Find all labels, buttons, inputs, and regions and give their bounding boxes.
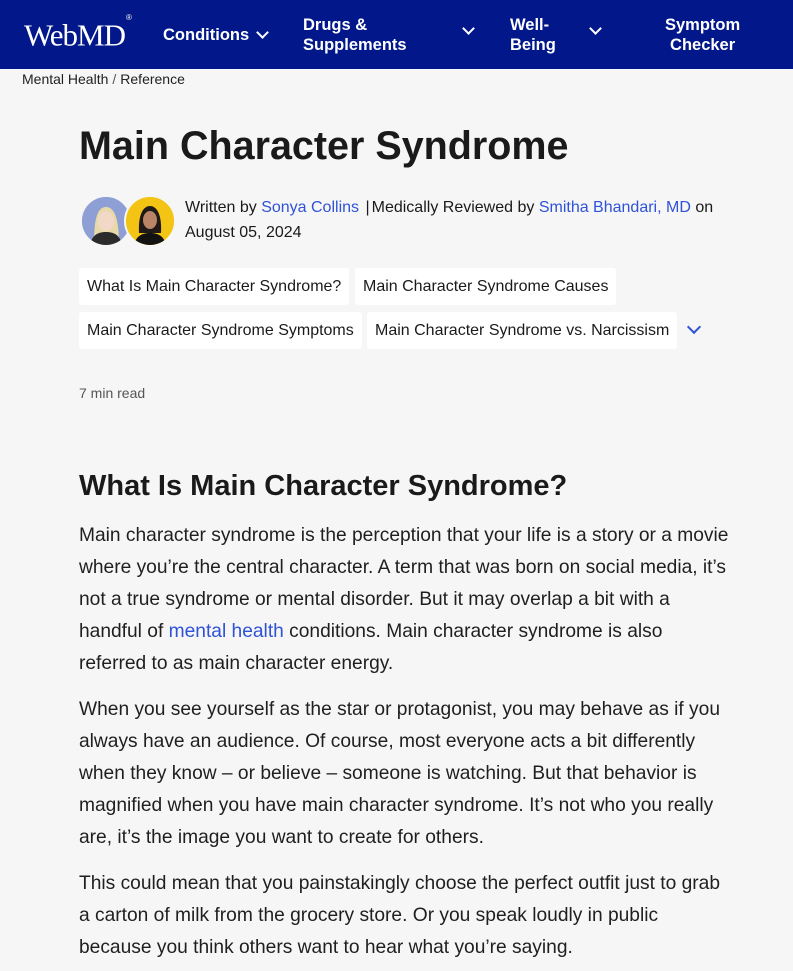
breadcrumb-separator: / [112,71,117,87]
chevron-down-icon[interactable] [687,320,701,334]
article-paragraph: When you see yourself as the star or protagonist, you may behave as if you always have an audience. Of course, most everyone acts a bit differently when they know – or believe – someone is watching. But that behavior is magnified when you have main character syndrome. It’s not who you really are, it’s the image you want to create for others. [79,699,720,848]
chevron-down-icon[interactable] [589,22,602,35]
nav-symptom-label-line1: Symptom [665,15,741,34]
article-paragraph: This could mean that you painstakingly choose the perfect outfit just to grab a carton of milk from the grocery store. Or you speak loudly in public because you think others want to hear what you’re saying. [79,873,721,958]
author-avatars [80,195,178,245]
article-title: Main Character Syndrome [79,124,569,168]
breadcrumb [22,71,185,87]
mental-health-link[interactable]: mental health [168,621,284,642]
toc-link-causes[interactable]: Main Character Syndrome Causes [355,268,616,305]
chevron-down-icon[interactable] [462,22,475,35]
author-photo-icon [126,197,174,245]
toc-link-symptoms[interactable]: Main Character Syndrome Symptoms [79,312,362,349]
toc-link-vs-narcissism[interactable]: Main Character Syndrome vs. Narcissism [367,312,677,349]
breadcrumb-item-mental-health[interactable]: Mental Health [22,71,109,87]
nav-conditions-label: Conditions [163,25,250,44]
publish-date: August 05, 2024 [185,224,302,241]
nav-drugs-label-line2: Supplements [303,35,407,54]
author-link[interactable]: Sonya Collins [261,199,360,216]
nav-drugs-label-line1: Drugs & [303,15,368,34]
nav-drugs-supplements[interactable] [303,0,407,69]
section-heading: What Is Main Character Syndrome? [79,470,568,502]
article-byline [185,195,725,245]
on-label: on [695,199,714,216]
toc-link-what-is[interactable]: What Is Main Character Syndrome? [79,268,349,305]
nav-well-being[interactable] [510,0,556,69]
nav-conditions[interactable] [163,0,267,69]
chevron-down-icon [256,26,269,39]
read-time: 7 min read [79,385,146,401]
breadcrumb-item-reference[interactable]: Reference [120,71,185,87]
nav-well-label-line2: Being [510,35,556,54]
avatar[interactable] [124,195,176,247]
article-paragraph: Main character syndrome is the perception that your life is a story or a movie where you’re the central character. A term that was born on social media, it’s not a true syndrome or mental disorder. But it may overlap a bit with a handful of mental health conditions. Main character syndrome is also referred to as main character energy. [79,525,729,674]
byline-separator: | [365,199,370,216]
author-photo-icon [82,197,130,245]
reviewer-link[interactable]: Smitha Bhandari, MD [538,199,691,216]
webmd-logo[interactable]: WebMD® [24,13,131,53]
written-by-label: Written by [185,199,257,216]
site-header [0,0,793,69]
nav-symptom-label-line2: Checker [670,35,736,54]
reviewed-by-label: Medically Reviewed by [371,199,535,216]
nav-symptom-checker[interactable] [665,0,740,69]
nav-well-label-line1: Well- [510,15,550,34]
